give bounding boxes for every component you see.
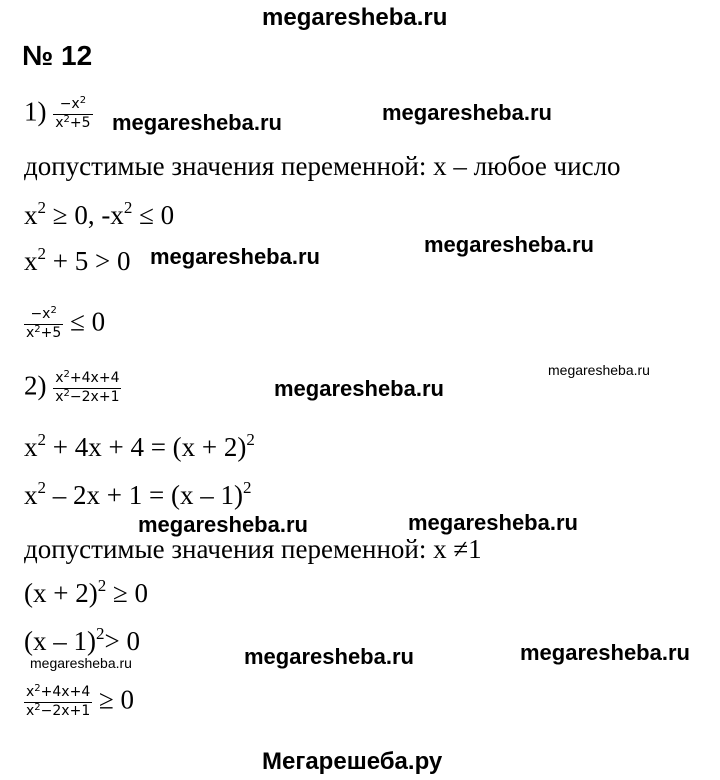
part1-result: $\frac{-x^2}{x^2+5}$ ≤ 0 xyxy=(26,305,106,341)
part1-line-a: $x^2 \ge 0$, $-x^2 \le 0$ xyxy=(24,198,175,230)
part2-result-fraction: $\frac{x^2+4x+4}{x^2-2x+1}$ xyxy=(26,683,91,719)
watermark: megaresheba.ru xyxy=(520,640,690,665)
part1-line-b: $x^2 + 5 > 0$ xyxy=(24,244,131,276)
part2-label: 2) xyxy=(24,370,47,401)
footer-watermark: Мегарешеба.ру xyxy=(262,748,443,775)
part2-ineq2: (x – 1)$^2$> 0 xyxy=(24,624,140,656)
part2-result: $\frac{x^2+4x+4}{x^2-2x+1}$ ≥ 0 xyxy=(26,683,135,719)
watermark: megaresheba.ru xyxy=(150,244,320,269)
part1-domain: допустимые значения переменной: x – любое число xyxy=(24,151,621,181)
part2-domain: допустимые значения переменной: x ≠1 xyxy=(24,534,482,564)
part2-ineq1: $(x + 2)^2 \ge 0$ xyxy=(24,576,149,608)
part1-result-fraction: $\frac{-x^2}{x^2+5}$ xyxy=(26,305,62,341)
watermark: megaresheba.ru xyxy=(138,512,308,537)
part1-expression xyxy=(24,96,93,133)
watermark: megaresheba.ru xyxy=(30,655,132,671)
watermark: megaresheba.ru xyxy=(244,644,414,669)
watermark: megaresheba.ru xyxy=(408,510,578,535)
part2-eq2: $x^2 - 2x + 1 = (x - 1)^2$ xyxy=(24,478,252,510)
watermark: megaresheba.ru xyxy=(548,362,650,378)
part2-fraction: $\frac{x^2+4x+4}{x^2-2x+1}$ xyxy=(55,369,120,405)
watermark: megaresheba.ru xyxy=(382,100,552,125)
watermark: megaresheba.ru xyxy=(274,376,444,401)
problem-number: № 12 xyxy=(22,40,93,71)
part1-fraction: $\frac{-x^2}{x^2+5}$ xyxy=(55,95,91,131)
watermark-top: megaresheba.ru xyxy=(262,4,448,31)
part2-expression xyxy=(24,370,121,407)
part2-eq1: $x^2 + 4x + 4 = (x + 2)^2$ xyxy=(24,430,255,462)
part1-label: 1) xyxy=(24,96,47,127)
watermark: megaresheba.ru xyxy=(112,110,282,135)
watermark: megaresheba.ru xyxy=(424,232,594,257)
